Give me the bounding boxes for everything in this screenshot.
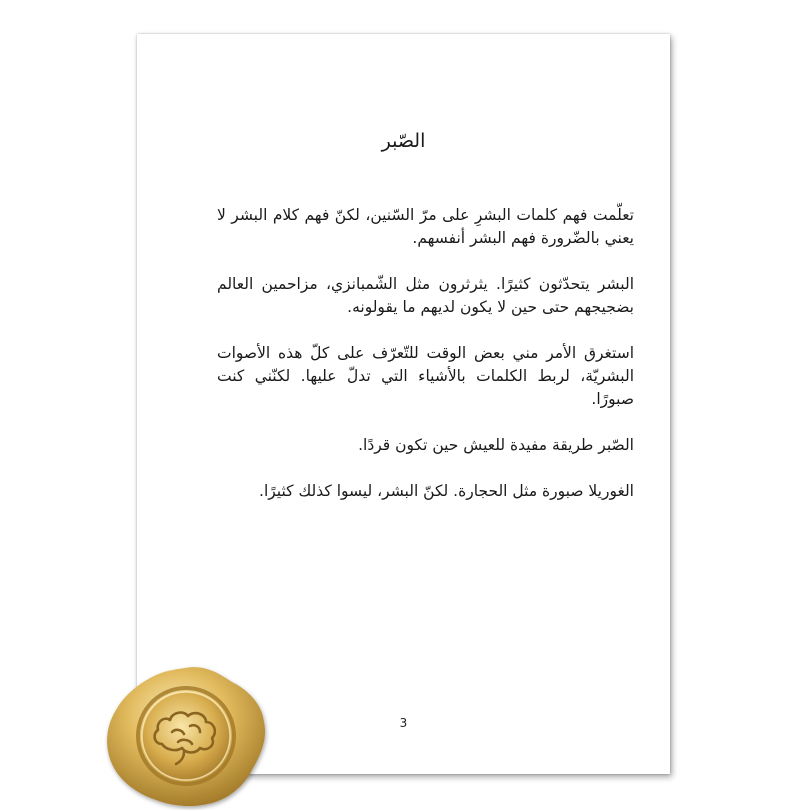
paragraph-4: الصّبر طريقة مفيدة للعيش حين تكون قردًا.	[358, 436, 634, 454]
page-number: 3	[399, 716, 408, 730]
page-title: الصّبر	[381, 130, 426, 152]
paragraph-5: الغوريلا صبورة مثل الحجارة. لكنّ البشر، ليسوا كذلك كثيرًا.	[259, 482, 634, 500]
paragraph-3: استغرق الأمر مني بعض الوقت للتّعرّف على كلّ هذه الأصوات البشريّة، لربط الكلمات بالأشياء التي تدلّ عليها. لكنّني كنت صبورًا.	[217, 344, 634, 408]
paragraph-2: البشر يتحدّثون كثيرًا. يثرثرون مثل الشّمبانزي، مزاحمين العالم بضجيجهم حتى حين لا يكون لديهم ما يقولونه.	[217, 275, 634, 316]
page-body	[217, 204, 634, 526]
paragraph-1: تعلّمت فهم كلمات البشرِ على مرّ السّنين، لكنّ فهم كلام البشر لا يعني بالضّرورة فهم البشر أنفسهم.	[217, 206, 634, 247]
wax-seal	[100, 660, 270, 810]
